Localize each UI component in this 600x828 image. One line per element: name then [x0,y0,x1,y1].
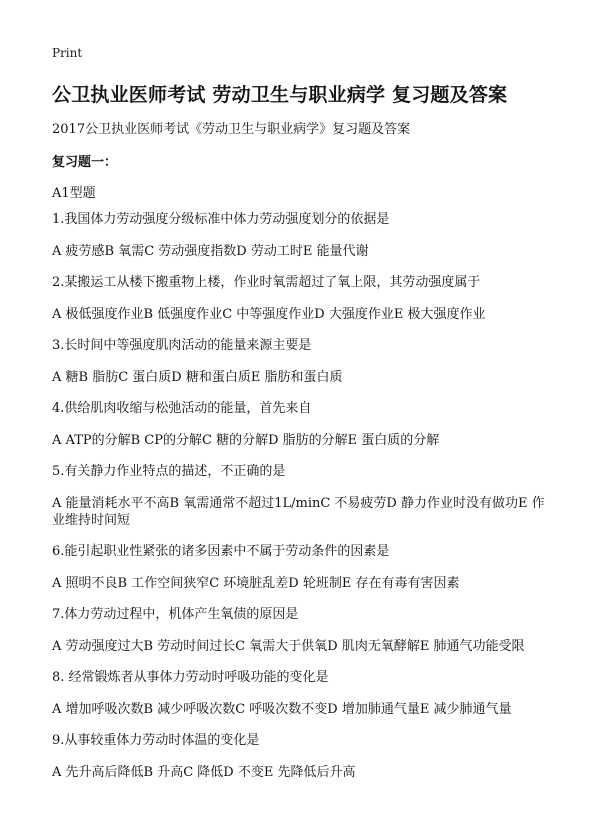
question-text: 4.供给肌肉收缩与松弛活动的能量，首先来自 [52,401,312,416]
question-text: 5.有关静力作业特点的描述，不正确的是 [52,464,286,479]
answer-options: A ATP的分解B CP的分解C 糖的分解D 脂肪的分解E 蛋白质的分解 [52,433,440,448]
answer-options: A 能量消耗水平不高B 氧需通常不超过1L/minC 不易疲劳D 静力作业时没有做功E 作业维持时间短 [52,496,545,528]
question-text: 8. 经常锻炼者从事体力劳动时呼吸功能的变化是 [52,670,329,685]
answer-options: A 疲劳感B 氧需C 劳动强度指数D 劳动工时E 能量代谢 [52,244,369,259]
question-text: 3.长时间中等强度肌肉活动的能量来源主要是 [52,338,312,353]
question-text: 7.体力劳动过程中，机体产生氧债的原因是 [52,607,299,622]
answer-options: A 极低强度作业B 低强度作业C 中等强度作业D 大强度作业E 极大强度作业 [52,307,486,322]
question-type-label: A1型题 [52,186,96,201]
page-title: 公卫执业医师考试 劳动卫生与职业病学 复习题及答案 [52,84,508,106]
answer-options: A 先升高后降低B 升高C 降低D 不变E 先降低后升高 [52,765,356,780]
answer-options: A 增加呼吸次数B 减少呼吸次数C 呼吸次数不变D 增加肺通气量E 减少肺通气量 [52,702,512,717]
answer-options: A 照明不良B 工作空间狭窄C 环境脏乱差D 轮班制E 存在有毒有害因素 [52,576,460,591]
question-text: 6.能引起职业性紧张的诸多因素中不属于劳动条件的因素是 [52,544,390,559]
section-heading: 复习题一： [52,155,118,170]
question-text: 2.某搬运工从楼下搬重物上楼，作业时氧需超过了氧上限，其劳动强度属于 [52,275,481,290]
page-subtitle: 2017公卫执业医师考试《劳动卫生与职业病学》复习题及答案 [52,122,411,137]
answer-options: A 糖B 脂肪C 蛋白质D 糖和蛋白质E 脂肪和蛋白质 [52,370,343,385]
question-text: 9.从事较重体力劳动时体温的变化是 [52,733,260,748]
answer-options: A 劳动强度过大B 劳动时间过长C 氧需大于供氧D 肌肉无氧酵解E 肺通气功能受限 [52,639,525,654]
question-list [52,211,572,795]
print-link[interactable]: Print [52,46,83,60]
question-text: 1.我国体力劳动强度分级标准中体力劳动强度划分的依据是 [52,212,390,227]
